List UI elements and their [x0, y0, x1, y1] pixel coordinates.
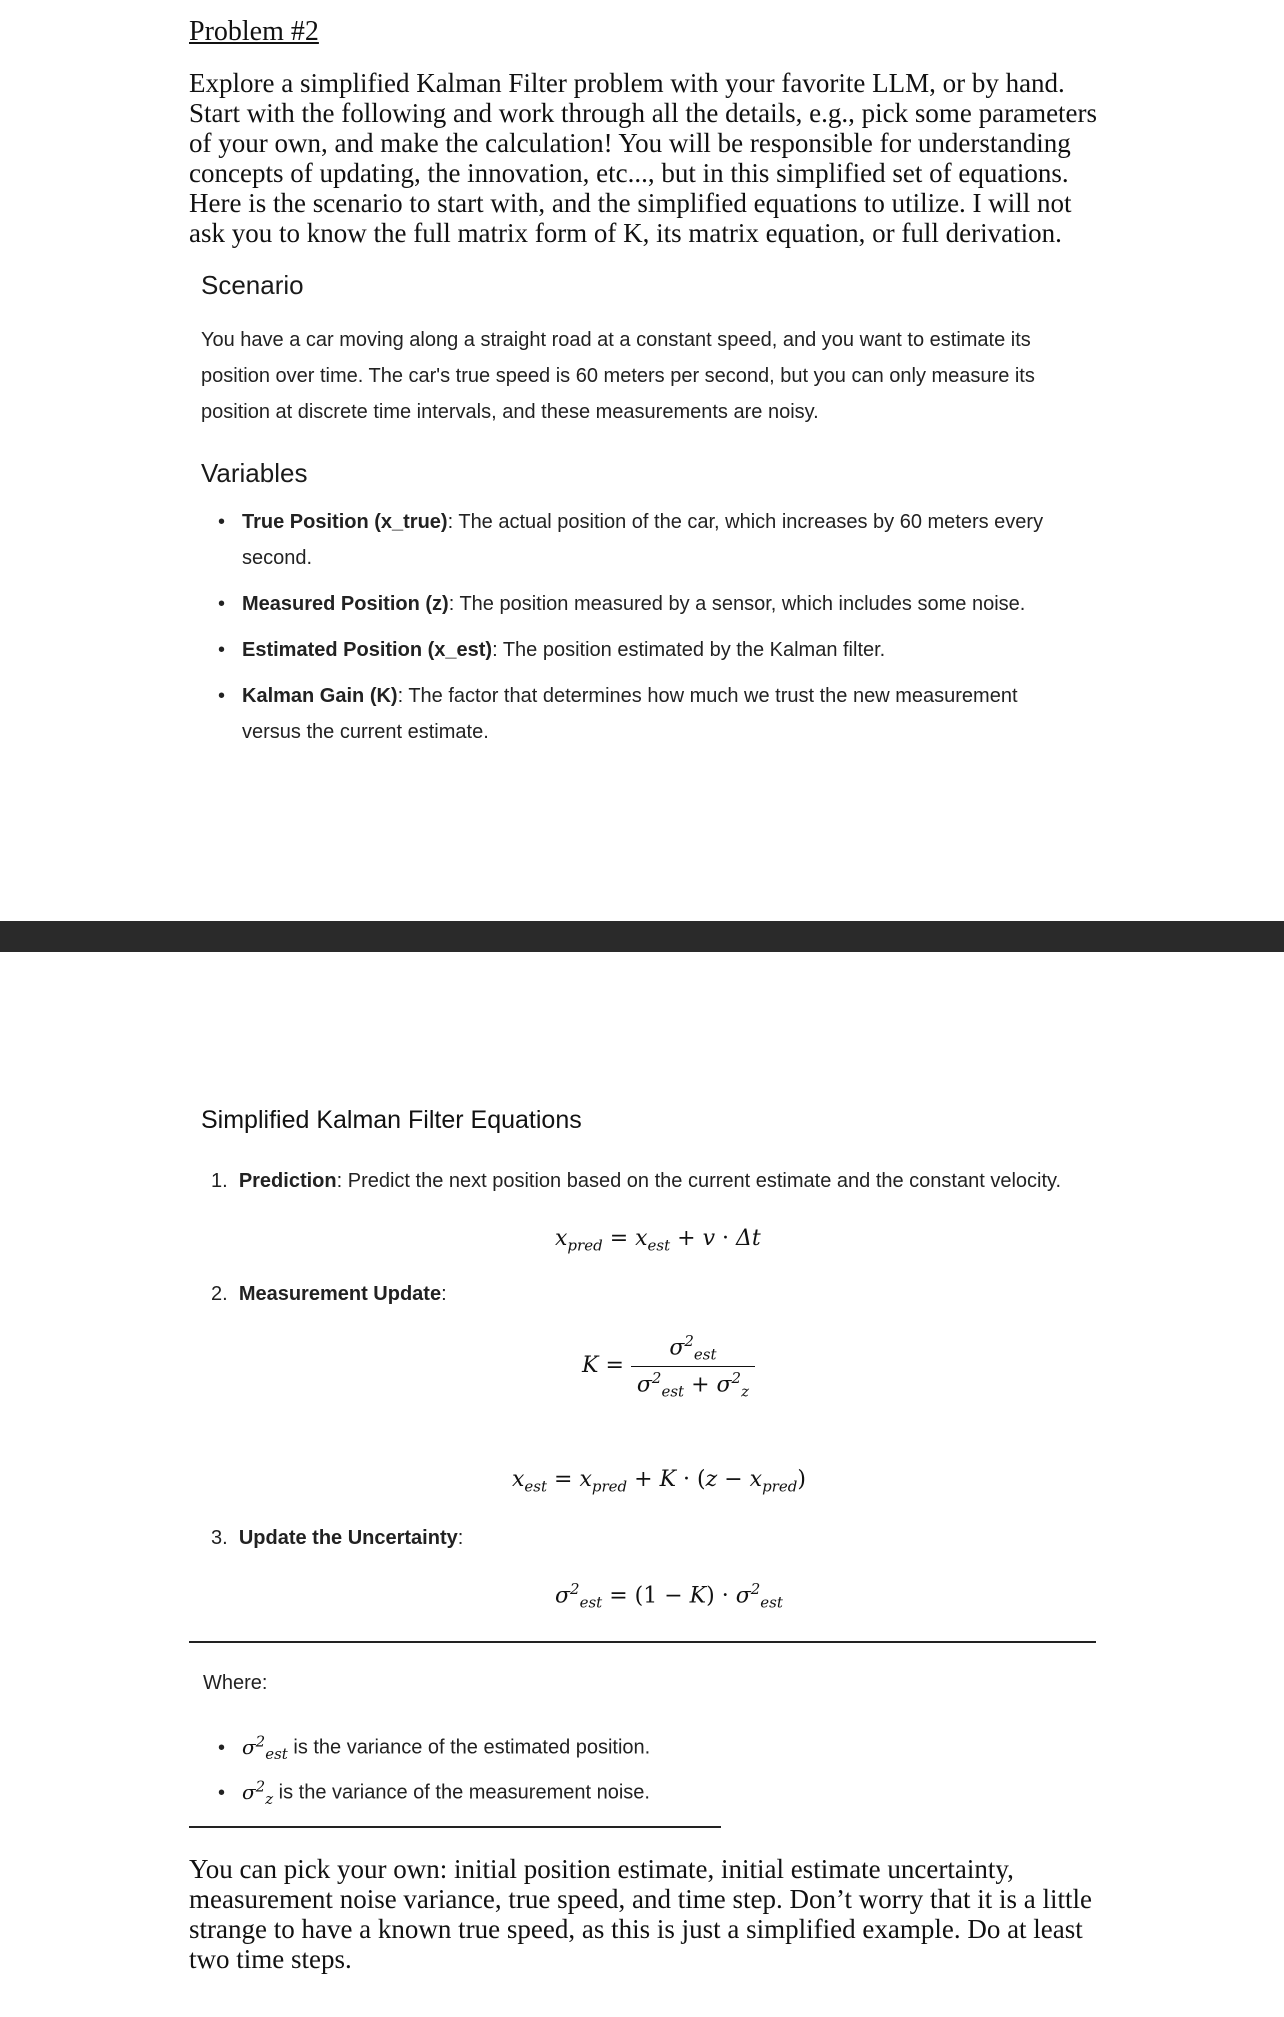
- where-label: Where:: [203, 1672, 268, 1694]
- step-update-uncertainty: 3. Update the Uncertainty:: [211, 1527, 464, 1549]
- variable-item-estimated-position: [242, 632, 885, 668]
- bullet-icon: •: [218, 639, 226, 661]
- bullet-icon: •: [218, 593, 226, 615]
- bullet-icon: •: [218, 685, 226, 707]
- intro-line: Start with the following and work through all the details, e.g., pick some parameters: [189, 98, 1098, 128]
- kalman-gain-equation: K = $\frac{\sigma^2_{est}}{\sigma^2_{est} + \sigma^2_z}$: [582, 1332, 755, 1400]
- intro-line: Here is the scenario to start with, and the simplified equations to utilize. I will not: [189, 188, 1072, 218]
- variable-desc: : The position estimated by the Kalman filter.: [492, 639, 886, 661]
- closing-line: You can pick your own: initial position estimate, initial estimate uncertainty,: [189, 1854, 1014, 1884]
- bullet-icon: •: [218, 1737, 226, 1759]
- variable-item-measured-position: [242, 586, 1025, 622]
- intro-paragraph: [189, 68, 1109, 248]
- scenario-line: You have a car moving along a straight road at a constant speed, and you want to estimate its: [201, 329, 1031, 351]
- step-measurement-update: 2. Measurement Update:: [211, 1283, 447, 1305]
- variable-desc: versus the current estimate.: [242, 721, 489, 743]
- closing-paragraph: [189, 1854, 1109, 1974]
- closing-line: strange to have a known true speed, as this is just a simplified example. Do at least: [189, 1914, 1083, 1944]
- variable-desc: : The factor that determines how much we trust the new measurement: [397, 685, 1018, 707]
- variable-term: Measured Position (z): [242, 593, 449, 615]
- variable-item-kalman-gain: [242, 678, 1018, 750]
- variable-term: Kalman Gain (K): [242, 685, 398, 707]
- variable-desc: second.: [242, 547, 313, 569]
- scenario-line: position over time. The car's true speed is 60 meters per second, but you can only measure its: [201, 365, 1035, 387]
- prediction-equation: $x_{pred} = x_{est} + v \cdot \Delta t$: [555, 1226, 761, 1255]
- where-item-est-variance: $\sigma^2_{est}$ is the variance of the estimated position.: [242, 1732, 651, 1763]
- variables-heading: Variables: [201, 458, 308, 488]
- problem-title: Problem #2: [189, 16, 319, 47]
- variable-term: Estimated Position (x_est): [242, 639, 493, 661]
- variable-term: True Position (x_true): [242, 511, 448, 533]
- section-rule: [189, 1826, 721, 1828]
- section-rule: [189, 1641, 1096, 1643]
- bullet-icon: •: [218, 511, 226, 533]
- where-item-noise-variance: $\sigma^2_z$ is the variance of the measurement noise.: [242, 1777, 650, 1808]
- page-divider: [0, 921, 1284, 952]
- scenario-paragraph: [201, 322, 1101, 430]
- intro-line: Explore a simplified Kalman Filter problem with your favorite LLM, or by hand.: [189, 68, 1065, 98]
- variable-desc: : The position measured by a sensor, which includes some noise.: [448, 593, 1026, 615]
- step-prediction: 1. Prediction: Predict the next position based on the current estimate and the constant velocity.: [211, 1170, 1062, 1192]
- variable-desc: : The actual position of the car, which increases by 60 meters every: [447, 511, 1044, 533]
- state-update-equation: $x_{est} = x_{pred} + K \cdot (z - x_{pred})$: [512, 1467, 806, 1496]
- equations-heading: Simplified Kalman Filter Equations: [201, 1106, 582, 1134]
- intro-line: concepts of updating, the innovation, etc..., but in this simplified set of equations.: [189, 158, 1069, 188]
- scenario-line: position at discrete time intervals, and these measurements are noisy.: [201, 401, 819, 423]
- variable-item-true-position: [242, 504, 1043, 576]
- uncertainty-equation: $\sigma^2_{est} = (1 - K) \cdot \sigma^2_{est}$: [555, 1580, 783, 1612]
- kalman-gain-fraction: $\frac{\sigma^2_{est}}{\sigma^2_{est} + \sigma^2_z}$: [631, 1332, 755, 1400]
- scenario-heading: Scenario: [201, 270, 304, 300]
- closing-line: measurement noise variance, true speed, and time step. Don’t worry that it is a little: [189, 1884, 1092, 1914]
- intro-line: ask you to know the full matrix form of K, its matrix equation, or full derivation.: [189, 218, 1062, 248]
- closing-line: two time steps.: [189, 1944, 352, 1974]
- bullet-icon: •: [218, 1782, 226, 1804]
- intro-line: of your own, and make the calculation! You will be responsible for understanding: [189, 128, 1071, 158]
